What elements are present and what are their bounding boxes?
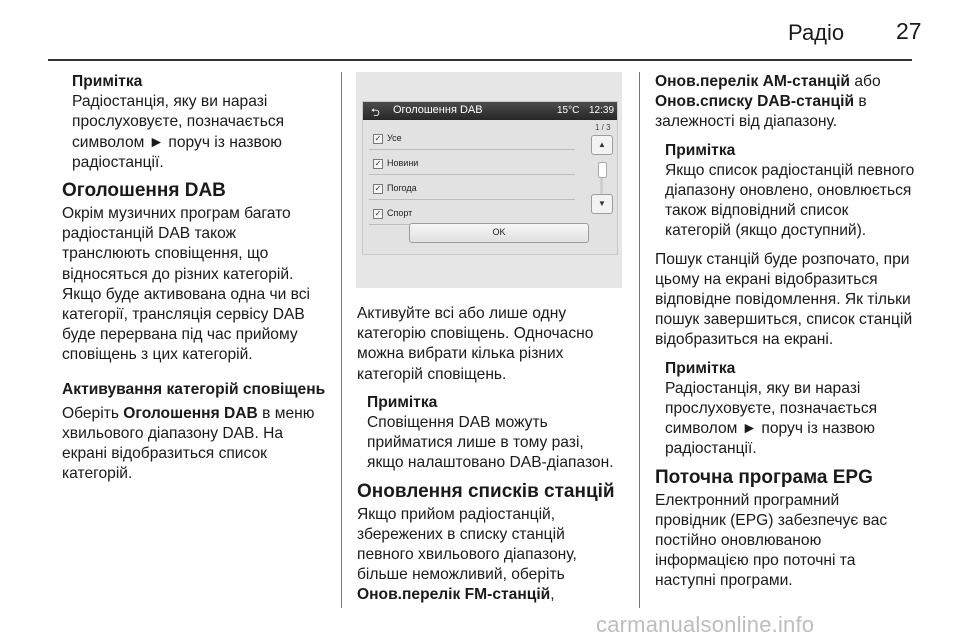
dab-screenshot (356, 72, 622, 288)
page-number: 27 (896, 18, 922, 44)
text-line: категорії, трансляція сервісу DAB (62, 306, 305, 324)
note-line: символом ► поруч із назвою (72, 133, 282, 151)
text-line (655, 72, 951, 92)
text-line: категорій сповіщень. (357, 365, 507, 383)
note-line: Радіостанція, яку ви наразі (72, 93, 268, 111)
column-2 (357, 304, 633, 606)
text-line: екрані відобразиться список (62, 445, 267, 463)
text-line (655, 92, 951, 112)
note-block (62, 72, 334, 173)
text-line (357, 585, 633, 605)
text-line: певного хвильового діапазону, (357, 546, 577, 564)
subheading: Активування категорій сповіщень (62, 380, 326, 398)
text-line (62, 404, 334, 424)
screen-title: Оголошення DAB (393, 104, 483, 116)
text: в меню (257, 404, 315, 422)
text: Оберіть (62, 404, 124, 422)
text-line: відповідне повідомлення. Як тільки (655, 291, 911, 309)
text-line: хвильового діапазону DAB. На (62, 424, 284, 442)
checkbox-icon[interactable]: ✓ (374, 159, 382, 168)
column-divider-1 (341, 72, 342, 608)
text-line: Електронний програмний (655, 491, 840, 509)
text-line: провідник (EPG) забезпечує вас (655, 511, 888, 529)
text-line: можна вибрати кілька різних (357, 345, 564, 363)
page-indicator: 1 / 3 (595, 123, 611, 132)
text-line: Пошук станцій буде розпочато, при (655, 250, 910, 268)
screen-titlebar (363, 102, 617, 120)
text-line: транслюють сповіщення, що (62, 245, 269, 263)
list-item[interactable] (369, 178, 575, 200)
note-line: Сповіщення DAB можуть (367, 414, 548, 432)
text-line: пошук завершиться, список станцій (655, 311, 913, 329)
menu-item-ref: Онов.перелік FM-станцій (357, 586, 551, 604)
checkbox-icon[interactable]: ✓ (374, 209, 382, 218)
note-line: також відповідний список (665, 202, 849, 220)
note-line: радіостанції. (665, 440, 757, 458)
note-line: прослуховуєте, позначається (72, 113, 285, 131)
checkbox-icon[interactable]: ✓ (374, 134, 382, 143)
note-line: прийматися лише в тому разі, (367, 434, 584, 452)
temperature: 15°C (557, 105, 580, 116)
text-line: наступні програми. (655, 572, 793, 590)
list-item[interactable] (369, 153, 575, 175)
note-line: якщо налаштовано DAB-діапазон. (367, 454, 614, 472)
text-line: категорію сповіщень. Одночасно (357, 325, 594, 343)
menu-item-ref: Оголошення DAB (123, 404, 258, 422)
header-rule (48, 59, 912, 61)
text-line: відносяться до різних категорій. (62, 265, 294, 283)
scrollbar-thumb[interactable] (598, 162, 607, 178)
checkbox-icon[interactable]: ✓ (374, 184, 382, 193)
scroll-down-button[interactable]: ▼ (591, 194, 613, 214)
text-line: більше неможливий, оберіть (357, 566, 565, 584)
text-line: категорій. (62, 465, 133, 483)
note-line: Якщо список радіостанцій певного (665, 161, 915, 179)
note-line: символом ► поруч із назвою (665, 420, 875, 438)
note-block (655, 141, 951, 242)
note-line: Радіостанція, яку ви наразі (665, 379, 861, 397)
text-line: Якщо прийом радіостанцій, (357, 505, 556, 523)
note-line: радіостанції. (72, 153, 164, 171)
note-title: Примітка (665, 359, 736, 377)
list-item[interactable] (369, 128, 575, 150)
column-1 (62, 72, 334, 484)
clock: 12:39 (589, 105, 615, 116)
text: , (550, 586, 555, 604)
text-line: радіостанцій DAB також (62, 225, 237, 243)
note-line: діапазону оновлено, оновлюється (665, 182, 912, 200)
list-item-label: Спорт (387, 208, 413, 218)
text-line: збережених в списку станцій (357, 525, 565, 543)
infotainment-screen (362, 101, 618, 255)
note-title: Примітка (367, 393, 438, 411)
note-line: категорій (якщо доступний). (665, 222, 867, 240)
list-item[interactable] (369, 203, 575, 225)
note-block (655, 359, 951, 460)
note-title: Примітка (72, 73, 143, 90)
text: або (850, 73, 881, 90)
header-title: Радіо (788, 20, 845, 45)
section-heading: Поточна програма EPG (655, 466, 873, 488)
text-line: постійно оновлюваною (655, 532, 822, 550)
menu-item-ref: Онов.списку DAB-станцій (655, 93, 855, 111)
text-line: Активуйте всі або лише одну (357, 305, 567, 322)
note-title: Примітка (665, 141, 736, 159)
page-header (0, 0, 960, 62)
column-divider-2 (639, 72, 640, 608)
list-item-label: Погода (387, 183, 417, 193)
section-heading: Оголошення DAB (62, 180, 226, 202)
column-3 (655, 72, 951, 592)
text-line: сповіщень з цих категорій. (62, 346, 253, 364)
text-line: Якщо буде активована одна чи всі (62, 285, 310, 303)
section-heading: Оновлення списків станцій (357, 480, 615, 502)
scroll-up-button[interactable]: ▲ (591, 135, 613, 155)
text-line: відобразиться на екрані. (655, 331, 834, 349)
category-list (369, 128, 575, 228)
watermark: carmanualsonline.info (596, 612, 815, 637)
text-line: інформацією про поточні та (655, 552, 856, 570)
back-icon[interactable]: ⮌ (371, 107, 380, 119)
text-line: залежності від діапазону. (655, 113, 838, 131)
note-block (357, 393, 633, 474)
text: в (854, 93, 867, 111)
list-item-label: Новини (387, 158, 419, 168)
text-line: Окрім музичних програм багато (62, 205, 291, 223)
ok-button[interactable]: OK (409, 223, 589, 243)
note-line: прослуховуєте, позначається (665, 400, 878, 418)
list-item-label: Усе (387, 133, 402, 143)
menu-item-ref: Онов.перелік АМ-станцій (655, 73, 851, 90)
text-line: буде перервана під час прийому (62, 326, 298, 344)
text-line: цьому на екрані відобразиться (655, 270, 878, 288)
